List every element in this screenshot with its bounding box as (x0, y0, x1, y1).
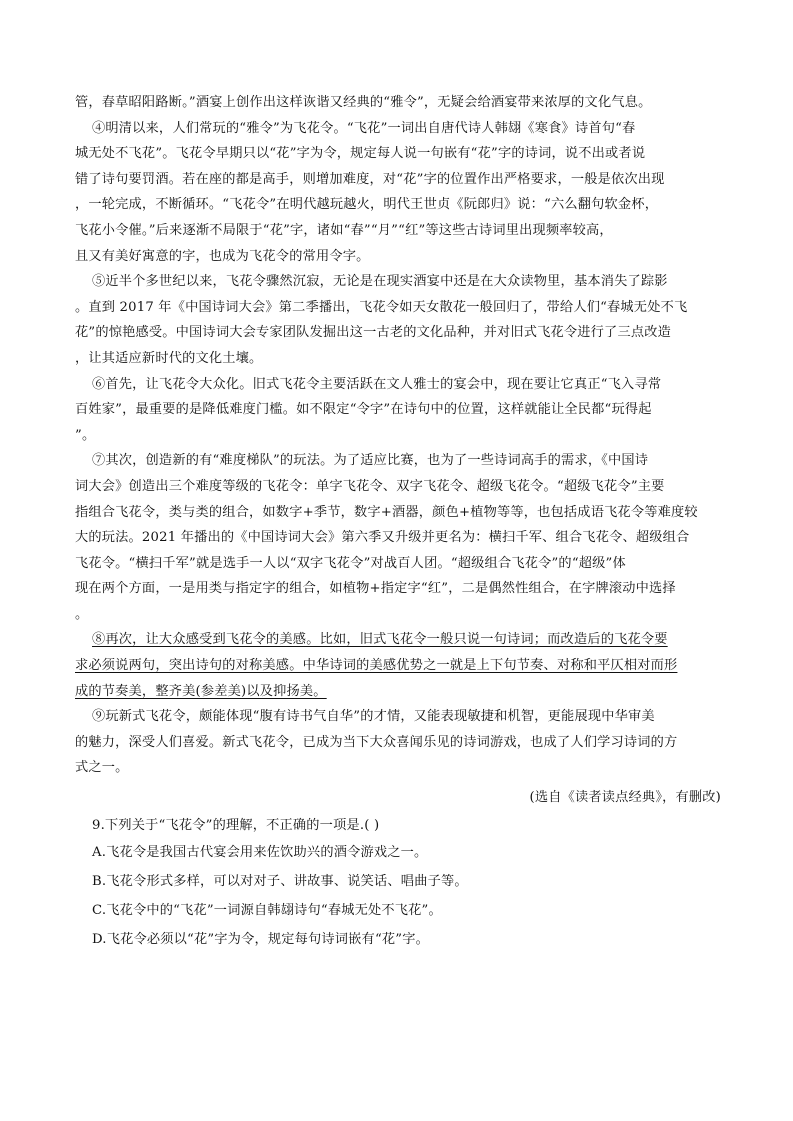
text-line: ⑦其次，创造新的有“难度梯队”的玩法。为了适应比赛，也为了一些诗词高手的需求，《中国诗 (92, 453, 649, 469)
text-line: ⑤近半个多世纪以来，飞花令骤然沉寂，无论是在现实酒宴中还是在大众读物里，基本消失了踪影 (92, 274, 668, 290)
text-line: ⑧再次，让大众感受到飞花令的美感。比如，旧式飞花令一般只说一句诗词；而改造后的飞花令要 (92, 632, 668, 648)
text-line: 错了诗句要罚酒。若在座的都是高手，则增加难度，对“花”字的位置作出严格要求，一般是依次出现 (75, 171, 665, 187)
text-line: ④明清以来，人们常玩的“雅令”为飞花令。“飞花”一词出自唐代诗人韩翃《寒食》诗首句“春 (92, 120, 636, 136)
option-d: D.飞花令必须以“花”字为令，规定每句诗词嵌有“花”字。 (92, 932, 429, 948)
text-line: 。 (75, 606, 89, 622)
text-line: 花”的惊艳感受。中国诗词大会专家团队发掘出这一古老的文化品种，并对旧式飞花令进行了三点改造 (75, 325, 671, 341)
text-line: 词大会》创造出三个难度等级的飞花令：单字飞花令、双字飞花令、超级飞花令。“超级飞花令”主要 (75, 478, 665, 494)
text-line: 成的节奏美，整齐美(参差美)以及抑扬美。 (75, 683, 327, 699)
question-block (75, 813, 721, 955)
text-line: 现在两个方面，一是用类与指定字的组合，如植物+指定字“红”，二是偶然性组合，在字牌滚动中选择 (75, 581, 676, 597)
text-line: ⑥首先，让飞花令大众化。旧式飞花令主要活跃在文人雅士的宴会中，现在要让它真正“飞入寻常 (92, 376, 662, 392)
question-title: 9.下列关于“飞花令”的理解，不正确的一项是.( ) (92, 817, 380, 833)
source-citation: (选自《读者读点经典》，有删改) (529, 790, 721, 806)
text-line: 。直到 2017 年《中国诗词大会》第二季播出，飞花令如天女散花一般回归了，带给人们“春城无处不飞 (75, 299, 688, 315)
option-c: C.飞花令中的“飞花”一词源自韩翃诗句“春城无处不飞花”。 (92, 903, 442, 919)
text-line: 百姓家”，最重要的是降低难度门槛。如不限定“令字”在诗句中的位置，这样就能让全民都“玩得起 (75, 402, 652, 418)
option-b: B.飞花令形式多样，可以对对子、讲故事、说笑话、唱曲子等。 (92, 874, 468, 890)
text-line: 指组合飞花令，类与类的组合，如数字+季节，数字+酒器，颜色+植物等等，也包括成语飞花令等难度较 (75, 504, 698, 520)
option-a: A.飞花令是我国古代宴会用来佐饮助兴的酒令游戏之一。 (92, 845, 428, 861)
text-line: ⑨玩新式飞花令，颇能体现“腹有诗书气自华”的才情，又能表现敏捷和机智，更能展现中华审美 (92, 709, 655, 725)
text-line: 城无处不飞花”。飞花令早期只以“花”字为令，规定每人说一句嵌有“花”字的诗词，说不出或者说 (75, 146, 646, 162)
text-line: 的魅力，深受人们喜爱。新式飞花令，已成为当下大众喜闻乐见的诗词游戏，也成了人们学习诗词的方 (75, 734, 678, 750)
text-line: 飞花小令催。”后来逐渐不局限于“花”字，诸如“春”“月”“红”等这些古诗词里出现频率较高， (75, 222, 613, 238)
article-body (75, 90, 721, 781)
text-line: ，让其适应新时代的文化土壤。 (75, 350, 263, 366)
text-line: 飞花令。“横扫千军”就是选手一人以“双字飞花令”对战百人团。“超级组合飞花令”的“超级”体 (75, 555, 626, 571)
text-line: ”。 (75, 427, 96, 443)
text-line: 且又有美好寓意的字，也成为飞花令的常用令字。 (75, 248, 370, 264)
text-line: 大的玩法。2021 年播出的《中国诗词大会》第六季又升级并更名为：横扫千军、组合飞花令、超级组合 (75, 530, 690, 546)
text-line: 式之一。 (75, 760, 129, 776)
text-line: ，一轮完成，不断循环。“飞花令”在明代越玩越火，明代王世贞《阮郎归》说：“六么翻句软金杯， (75, 197, 659, 213)
text-line: 管，春草昭阳路断。”酒宴上创作出这样诙谐又经典的“雅令”，无疑会给酒宴带来浓厚的文化气息。 (75, 95, 652, 110)
text-line: 求必须说两句，突出诗句的对称美感。中华诗词的美感优势之一就是上下句节奏、对称和平仄相对而形 (75, 658, 678, 674)
document-page (75, 90, 721, 954)
